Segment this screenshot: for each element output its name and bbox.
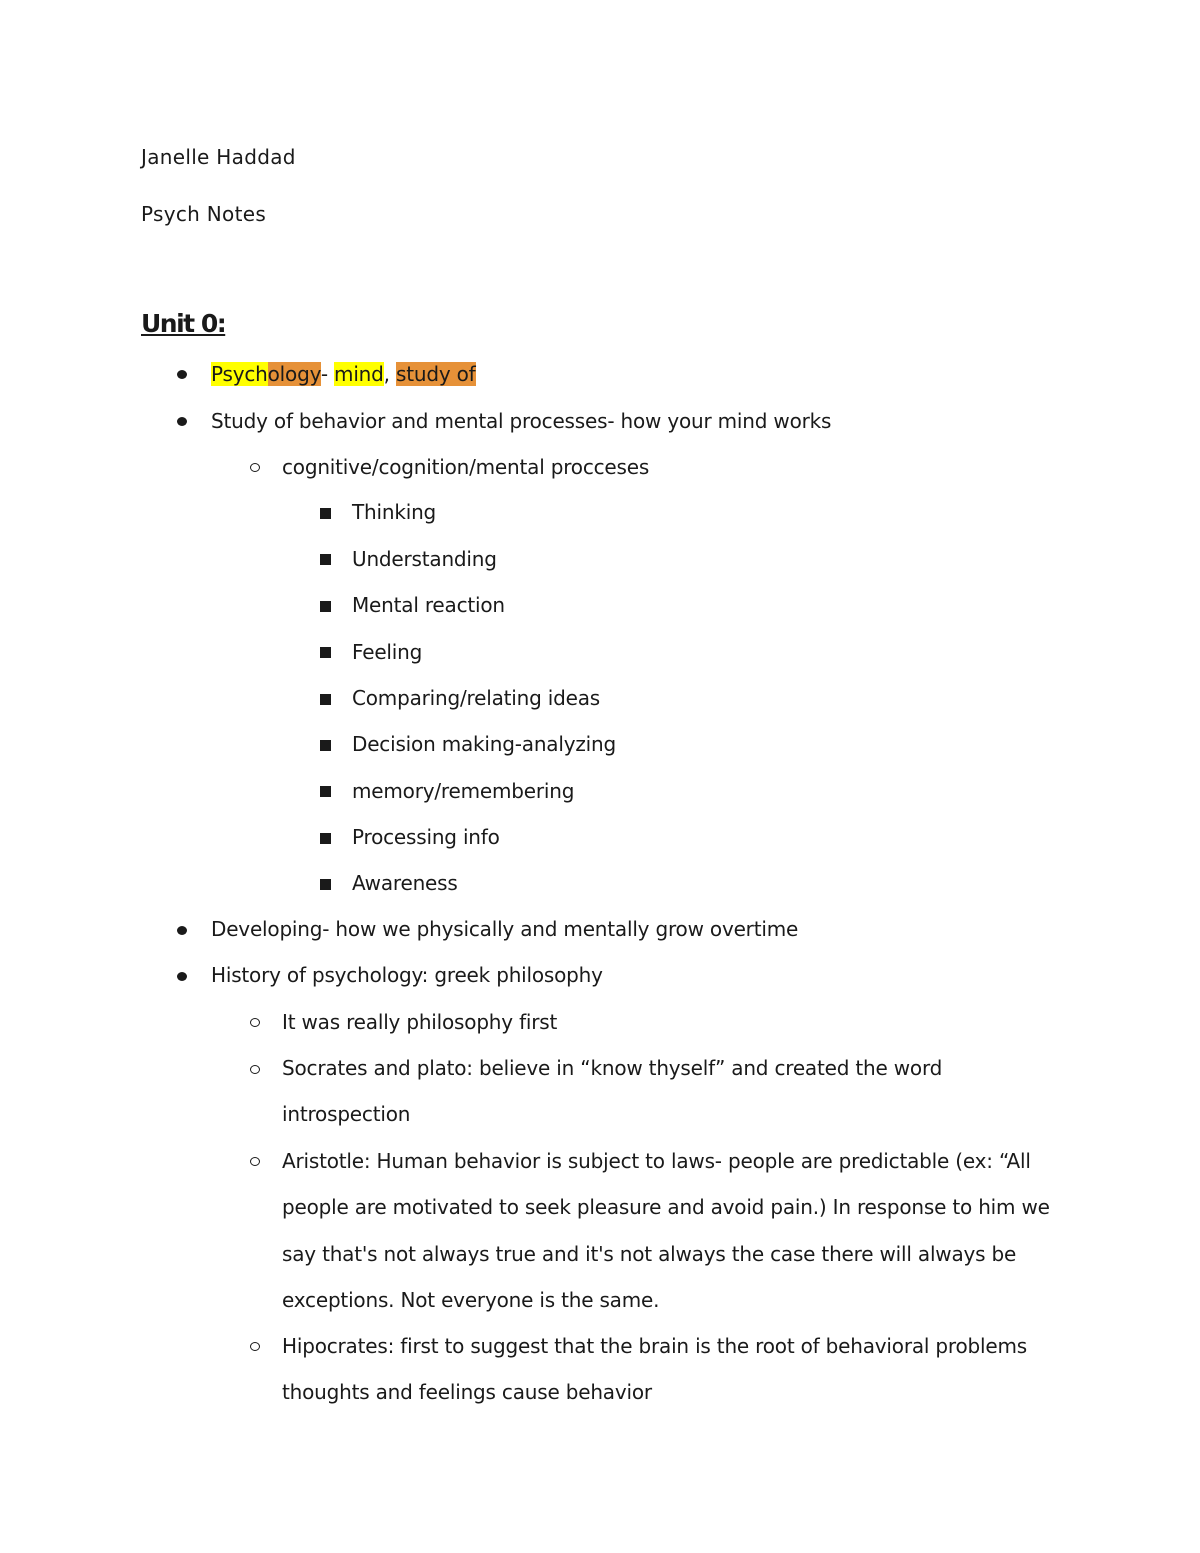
square-bullet-icon [315,689,335,709]
segment-study-of: study of [396,362,476,386]
disc-bullet-icon [172,364,192,384]
list-item-aristotle-cont-3: exceptions. Not everyone is the same. [282,1288,660,1312]
list-item-socrates: Socrates and plato: believe in “know thyself” and created the word [282,1056,943,1080]
list-item-feeling: Feeling [352,640,423,664]
square-bullet-icon [315,781,335,801]
list-item-socrates-cont: introspection [282,1102,411,1126]
circle-bullet-icon [245,1012,265,1032]
author-name: Janelle Haddad [141,145,296,169]
list-item-comparing: Comparing/relating ideas [352,686,600,710]
square-bullet-icon [315,735,335,755]
square-bullet-icon [315,828,335,848]
list-item-memory: memory/remembering [352,779,575,803]
segment-psych: Psych [211,362,268,386]
list-item-hipocrates: Hipocrates: first to suggest that the brain is the root of behavioral problems [282,1334,1027,1358]
list-item-aristotle-cont-1: people are motivated to seek pleasure and avoid pain.) In response to him we [282,1195,1050,1219]
list-item-awareness: Awareness [352,871,458,895]
circle-bullet-icon [245,1336,265,1356]
circle-bullet-icon [245,1059,265,1079]
circle-bullet-icon [245,1151,265,1171]
list-item-mental-reaction: Mental reaction [352,593,505,617]
list-item-aristotle: Aristotle: Human behavior is subject to laws- people are predictable (ex: “All [282,1149,1031,1173]
list-item-psychology [211,360,476,388]
disc-bullet-icon [172,966,192,986]
segment-dash: - [320,362,335,386]
list-item-philosophy-first: It was really philosophy first [282,1010,558,1034]
square-bullet-icon [315,642,335,662]
list-item-thinking: Thinking [352,500,437,524]
segment-mind: mind [334,362,384,386]
unit-heading: Unit 0: [141,309,226,338]
list-item-processing-info: Processing info [352,825,500,849]
square-bullet-icon [315,874,335,894]
document-title: Psych Notes [141,202,267,226]
segment-comma: , [383,362,396,386]
list-item-cognitive: cognitive/cognition/mental procceses [282,455,650,479]
square-bullet-icon [315,549,335,569]
circle-bullet-icon [245,457,265,477]
list-item-developing: Developing- how we physically and mentally grow overtime [211,917,799,941]
square-bullet-icon [315,503,335,523]
list-item-understanding: Understanding [352,547,497,571]
segment-ology: ology [267,362,321,386]
list-item-decision-making: Decision making-analyzing [352,732,616,756]
list-item-history: History of psychology: greek philosophy [211,963,603,987]
list-item-hipocrates-cont: thoughts and feelings cause behavior [282,1380,652,1404]
disc-bullet-icon [172,920,192,940]
disc-bullet-icon [172,411,192,431]
list-item-study-of-behavior: Study of behavior and mental processes- how your mind works [211,409,832,433]
square-bullet-icon [315,596,335,616]
list-item-aristotle-cont-2: say that's not always true and it's not always the case there will always be [282,1242,1017,1266]
